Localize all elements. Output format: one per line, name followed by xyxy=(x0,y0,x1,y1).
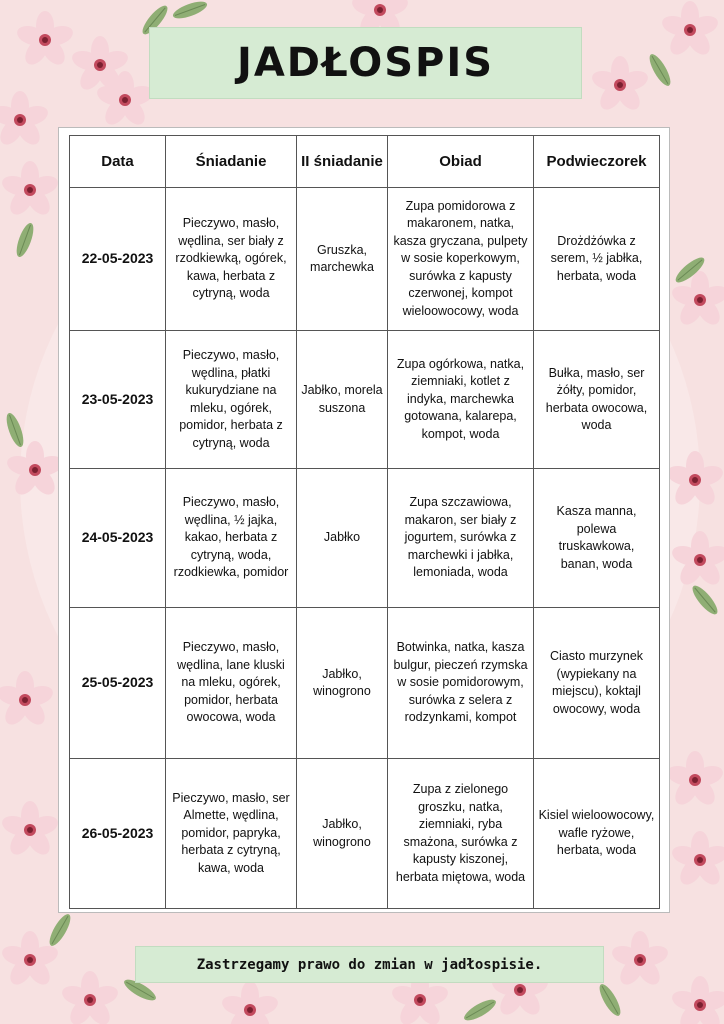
second-breakfast-cell: Jabłko, winogrono xyxy=(297,608,388,759)
lunch-cell: Botwinka, natka, kasza bulgur, pieczeń rzymska w sosie pomidorowym, surówka z selera z rodzynkami, kompot xyxy=(388,608,534,759)
header-lunch: Obiad xyxy=(388,136,534,188)
lunch-cell: Zupa pomidorowa z makaronem, natka, kasza gryczana, pulpety w sosie koperkowym, surówka z kapusty czerwonej, kompot wieloowocowy, woda xyxy=(388,188,534,331)
header-breakfast: Śniadanie xyxy=(166,136,297,188)
second-breakfast-cell: Gruszka, marchewka xyxy=(297,188,388,331)
date-cell: 24-05-2023 xyxy=(70,469,166,608)
table-row xyxy=(70,608,660,759)
date-cell: 23-05-2023 xyxy=(70,331,166,469)
header-row xyxy=(70,136,660,188)
menu-table xyxy=(69,135,660,909)
date-cell: 25-05-2023 xyxy=(70,608,166,759)
snack-cell: Kasza manna, polewa truskawkowa, banan, woda xyxy=(534,469,660,608)
table-row xyxy=(70,331,660,469)
second-breakfast-cell: Jabłko, winogrono xyxy=(297,759,388,909)
lunch-cell: Zupa szczawiowa, makaron, ser biały z jogurtem, surówka z marchewki i jabłka, lemoniada, woda xyxy=(388,469,534,608)
table-row xyxy=(70,188,660,331)
breakfast-cell: Pieczywo, masło, wędlina, ½ jajka, kakao, herbata z cytryną, woda, rzodkiewka, pomidor xyxy=(166,469,297,608)
header-snack: Podwieczorek xyxy=(534,136,660,188)
footer-banner xyxy=(135,946,604,983)
lunch-cell: Zupa z zielonego groszku, natka, ziemniaki, ryba smażona, surówka z kapusty kiszonej, herbata miętowa, woda xyxy=(388,759,534,909)
breakfast-cell: Pieczywo, masło, wędlina, płatki kukurydziane na mleku, ogórek, pomidor, herbata z cytryną, woda xyxy=(166,331,297,469)
breakfast-cell: Pieczywo, masło, ser Almette, wędlina, pomidor, papryka, herbata z cytryną, kawa, woda xyxy=(166,759,297,909)
table-row xyxy=(70,759,660,909)
header-date: Data xyxy=(70,136,166,188)
date-cell: 26-05-2023 xyxy=(70,759,166,909)
snack-cell: Drożdżówka z serem, ½ jabłka, herbata, woda xyxy=(534,188,660,331)
table-row xyxy=(70,469,660,608)
menu-card xyxy=(58,127,670,913)
snack-cell: Kisiel wieloowocowy, wafle ryżowe, herbata, woda xyxy=(534,759,660,909)
second-breakfast-cell: Jabłko xyxy=(297,469,388,608)
snack-cell: Ciasto murzynek (wypiekany na miejscu), koktajl owocowy, woda xyxy=(534,608,660,759)
page-title: JADŁOSPIS xyxy=(236,40,495,86)
footer-note: Zastrzegamy prawo do zmian w jadłospisie. xyxy=(196,956,543,973)
title-banner xyxy=(149,27,582,99)
snack-cell: Bułka, masło, ser żółty, pomidor, herbata owocowa, woda xyxy=(534,331,660,469)
breakfast-cell: Pieczywo, masło, wędlina, lane kluski na mleku, ogórek, pomidor, herbata owocowa, woda xyxy=(166,608,297,759)
date-cell: 22-05-2023 xyxy=(70,188,166,331)
second-breakfast-cell: Jabłko, morela suszona xyxy=(297,331,388,469)
lunch-cell: Zupa ogórkowa, natka, ziemniaki, kotlet z indyka, marchewka gotowana, kalarepa, kompot, woda xyxy=(388,331,534,469)
breakfast-cell: Pieczywo, masło, wędlina, ser biały z rzodkiewką, ogórek, kawa, herbata z cytryną, woda xyxy=(166,188,297,331)
header-second-breakfast: II śniadanie xyxy=(297,136,388,188)
